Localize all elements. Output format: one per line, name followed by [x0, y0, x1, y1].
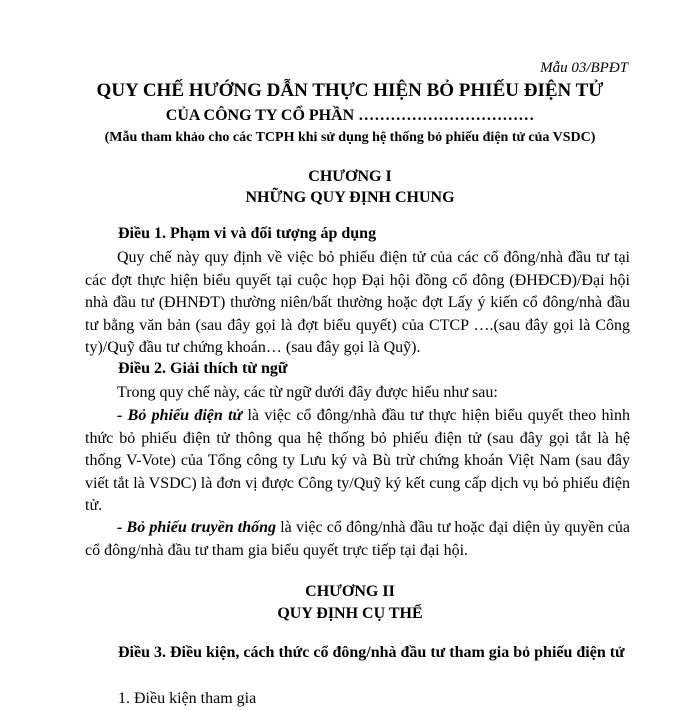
chapter-1-name: NHỮNG QUY ĐỊNH CHUNG [245, 189, 455, 206]
definition-2-term: - Bỏ phiếu truyền thống [117, 519, 277, 536]
article-1-text: Quy chế này quy định về việc bỏ phiếu điện tử của các cổ đông/nhà đầu tư tại các đợt thực hiện biểu quyết tại cuộc họp Đại hội đồng cổ đông (ĐHĐCĐ)/Đại hội nhà đầu tư (ĐHNĐT) thường niên/bất thường hoặc đợt Lấy ý kiến cổ đông/nhà đầu tư bằng văn bản (sau đây gọi là đợt biểu quyết) của CTCP ….(sau đây gọi là Công ty)/Quỹ đầu tư chứng khoán… (sau đây gọi là Quỹ). [85, 249, 630, 356]
form-code: Mẫu 03/BPĐT [540, 60, 628, 76]
definition-1-text: là việc cổ đông/nhà đầu tư thực hiện biểu quyết theo hình thức bỏ phiếu điện tử thông qua hệ thống bỏ phiếu điện tử (sau đây gọi tắt là hệ thống V-Vote) của Tổng công ty Lưu ký và Bù trừ chứng khoán Việt Nam (sau đây viết tắt là VSDC) là đơn vị được Công ty/Quỹ ký kết cung cấp dịch vụ bỏ phiếu điện tử. [85, 407, 630, 514]
document-subtitle: CỦA CÔNG TY CỔ PHẦN …………………………… [165, 107, 535, 124]
definition-traditional-voting [85, 517, 630, 562]
definition-2 [85, 517, 630, 562]
document-title: QUY CHẾ HƯỚNG DẪN THỰC HIỆN BỎ PHIẾU ĐIỆN TỬ [96, 80, 604, 101]
article-2-intro-paragraph [85, 382, 630, 405]
definition-electronic-voting [85, 405, 630, 518]
chapter-2-name: QUY ĐỊNH CỤ THỂ [277, 605, 423, 622]
chapter-1-number: CHƯƠNG I [308, 168, 392, 185]
document-note: (Mẫu tham khảo cho các TCPH khi sử dụng hệ thống bỏ phiếu điện tử của VSDC) [104, 130, 596, 145]
definition-2-text: là việc cổ đông/nhà đầu tư hoặc đại diện ủy quyền của cổ đông/nhà đầu tư tham gia biểu quyết trực tiếp tại đại hội. [85, 519, 630, 559]
article-3-item-1: 1. Điều kiện tham gia [118, 690, 257, 707]
definition-1 [85, 405, 630, 518]
article-2-heading: Điều 2. Giải thích từ ngữ [118, 360, 288, 377]
article-1-heading: Điều 1. Phạm vi và đối tượng áp dụng [118, 225, 377, 242]
article-2-intro: Trong quy chế này, các từ ngữ dưới đây được hiểu như sau: [117, 384, 498, 401]
article-3-heading: Điều 3. Điều kiện, cách thức cổ đông/nhà đầu tư tham gia bỏ phiếu điện tử [118, 644, 625, 661]
chapter-2-number: CHƯƠNG II [305, 583, 395, 600]
article-1-paragraph [85, 247, 630, 360]
definition-1-term: - Bỏ phiếu điện tử [117, 407, 243, 424]
